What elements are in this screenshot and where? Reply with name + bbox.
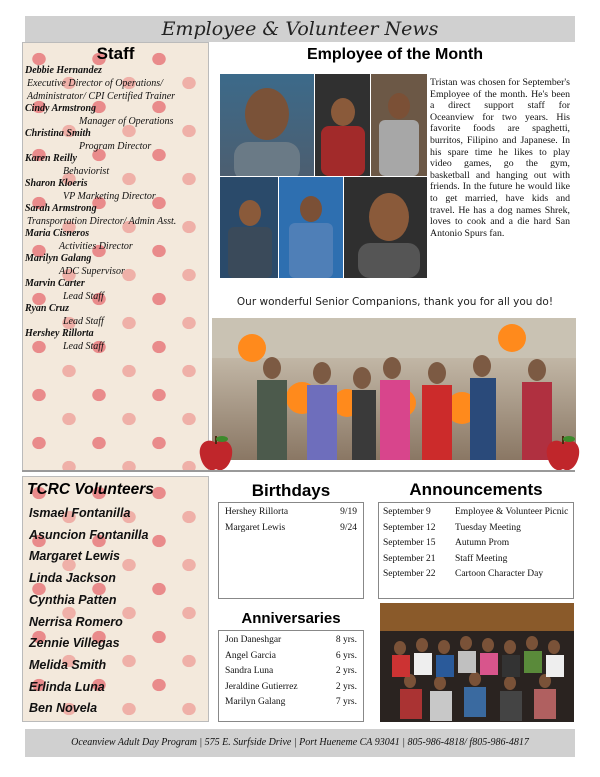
birthday-name: Margaret Lewis: [225, 522, 286, 533]
eotm-photo-2: [315, 74, 370, 176]
announcement-row: [383, 536, 569, 552]
group-photo: [380, 603, 574, 722]
staff-member-role: Manager of Operations: [79, 116, 174, 127]
staff-member-role: Executive Director of Operations/: [27, 78, 163, 89]
staff-member-name: Debbie Hernandez: [25, 65, 102, 76]
announcement-date: September 9: [383, 507, 431, 517]
newsletter-title: Employee & Volunteer News: [25, 16, 575, 42]
staff-panel: [22, 42, 209, 472]
staff-member-role: Lead Staff: [63, 341, 104, 352]
anniversary-years: 7 yrs.: [335, 697, 357, 707]
volunteer-name: Melida Smith: [29, 657, 107, 672]
volunteer-name: Linda Jackson: [29, 571, 116, 586]
section-divider: [22, 470, 575, 472]
anniversary-name: Sandra Luna: [225, 666, 274, 676]
companions-photo: [212, 318, 576, 460]
staff-member-name: Christina Smith: [25, 128, 91, 139]
announcement-date: September 12: [383, 522, 436, 533]
announcements-box: [378, 502, 574, 599]
birthday-date: 9/19: [340, 507, 357, 517]
staff-member-role: ADC Supervisor: [59, 266, 125, 277]
volunteer-name: Ben Novela: [29, 701, 98, 716]
announcement-event: Staff Meeting: [455, 553, 508, 564]
volunteers-heading: TCRC Volunteers: [27, 481, 154, 498]
announcement-row: [383, 567, 569, 583]
announcement-row: [383, 505, 569, 521]
volunteer-name: Erlinda Luna: [29, 679, 105, 694]
announcement-date: September 22: [383, 569, 436, 579]
staff-member-role: Behaviorist: [63, 166, 110, 177]
staff-member-role: Administrator/ CPI Certified Trainer: [27, 91, 176, 102]
staff-member-name: Marvin Carter: [25, 278, 85, 289]
staff-member-role: Activities Director: [59, 241, 133, 252]
announcement-date: September 15: [383, 538, 436, 548]
staff-member-role: Lead Staff: [63, 291, 104, 302]
anniversary-name: Angel Garcia: [225, 650, 276, 661]
birthday-name: Hershey Rillorta: [225, 507, 289, 517]
birthday-date: 9/24: [340, 522, 357, 533]
volunteers-panel: [22, 476, 209, 722]
volunteer-name: Cynthia Patten: [29, 592, 117, 607]
staff-member-role: VP Marketing Director: [63, 191, 156, 202]
announcement-row: [383, 521, 569, 537]
anniversary-name: Jon Daneshgar: [225, 635, 282, 645]
staff-member-name: Sarah Armstrong: [25, 203, 97, 214]
staff-member-name: Cindy Armstrong: [25, 103, 97, 114]
announcement-event: Employee & Volunteer Picnic: [455, 507, 569, 517]
anniversary-name: Marilyn Galang: [225, 697, 286, 707]
volunteers-list: [23, 503, 208, 720]
birthdays-heading: Birthdays: [251, 481, 331, 500]
eotm-photo-4: [220, 177, 278, 278]
anniversary-row: [225, 633, 357, 649]
volunteer-name: Margaret Lewis: [29, 549, 121, 564]
announcement-event: Tuesday Meeting: [455, 522, 521, 533]
staff-member-name: Sharon Kloeris: [25, 178, 88, 189]
announcement-event: Cartoon Character Day: [455, 569, 544, 579]
staff-member-role: Transportation Director/ Admin Asst.: [27, 216, 177, 227]
companions-caption: Our wonderful Senior Companions, thank you for all you do!: [236, 296, 554, 308]
birthdays-box: [218, 502, 364, 599]
birthday-row: [225, 521, 357, 537]
footer-contact: Oceanview Adult Day Program | 575 E. Surfside Drive | Port Hueneme CA 93041 | 805-986-4818/ f805-986-4817: [25, 729, 575, 757]
staff-member-name: Karen Reilly: [25, 153, 77, 164]
anniversary-row: [225, 649, 357, 665]
volunteer-name: Asuncion Fontanilla: [29, 527, 149, 542]
staff-member-role: Program Director: [79, 141, 152, 152]
anniversary-row: [225, 695, 357, 711]
eotm-photo-5: [279, 177, 343, 278]
staff-member-name: Hershey Rillorta: [25, 328, 94, 339]
anniversaries-box: [218, 630, 364, 722]
announcement-row: [383, 552, 569, 568]
anniversary-row: [225, 680, 357, 696]
eotm-photo-6: [344, 177, 427, 278]
volunteer-name: Zennie Villegas: [29, 636, 120, 651]
staff-heading: Staff: [96, 44, 135, 63]
announcements-heading: Announcements: [409, 480, 543, 499]
anniversary-row: [225, 664, 357, 680]
announcement-date: September 21: [383, 553, 436, 564]
eotm-heading: Employee of the Month: [307, 46, 483, 63]
volunteer-name: Ismael Fontanilla: [29, 506, 131, 520]
eotm-text: Tristan was chosen for September's Employee of the month. He's been a direct support staff for Oceanview for two years. His favorite foods are spaghetti, burritos, Filipino and Japanese. In his spare time he likes to play video games, go the gym, basketball and hanging out with friends. In the future he would like to get married, have kids and travel. He has a dog names Shrek, loves to cook and a die hard San Antonio Spurs fan.: [430, 77, 570, 239]
anniversary-years: 2 yrs.: [335, 681, 357, 692]
anniversary-name: Jeraldine Gutierrez: [225, 681, 298, 692]
staff-member-name: Ryan Cruz: [25, 303, 70, 314]
anniversary-years: 8 yrs.: [335, 635, 357, 645]
volunteer-name: Nerrisa Romero: [29, 614, 123, 629]
staff-member-name: Marilyn Galang: [25, 253, 92, 264]
anniversary-years: 6 yrs.: [335, 650, 357, 661]
anniversaries-heading: Anniversaries: [241, 610, 341, 627]
anniversary-years: 2 yrs.: [335, 666, 357, 676]
eotm-photo-3: [371, 74, 427, 176]
staff-member-name: Maria Cisneros: [25, 228, 90, 239]
announcement-event: Autumn Prom: [455, 538, 510, 548]
birthday-row: [225, 505, 357, 521]
eotm-photo-1: [220, 74, 314, 176]
staff-list: [23, 65, 208, 353]
staff-member-role: Lead Staff: [63, 316, 104, 327]
